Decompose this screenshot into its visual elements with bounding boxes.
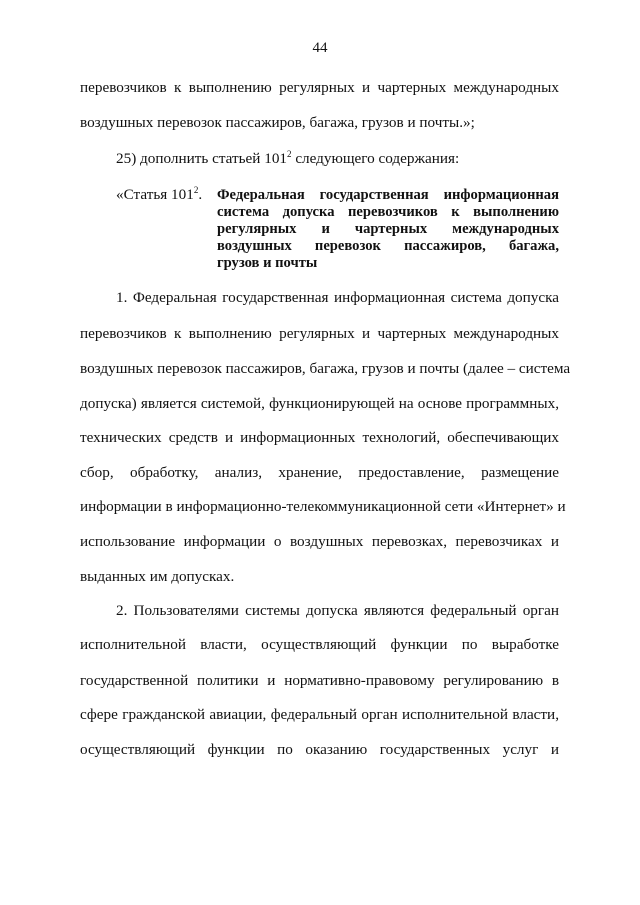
paragraph-line: сбор, обработку, анализ, хранение, предоставление, размещение (80, 464, 559, 481)
intro-line: воздушных перевозок пассажиров, багажа, грузов и почты.»; (80, 114, 475, 131)
paragraph-line: воздушных перевозок пассажиров, багажа, грузов и почты (далее – система (80, 360, 571, 377)
article-superscript: 2 (193, 185, 199, 195)
item-superscript: 2 (287, 149, 292, 159)
paragraph-line: технических средств и информационных технологий, обеспечивающих (80, 429, 559, 446)
item-text-before: дополнить статьей 101 (140, 150, 288, 167)
paragraph-line: государственной политики и нормативно-правовому регулированию в (80, 672, 559, 689)
amendment-item (116, 150, 459, 168)
article-title-line: воздушных перевозок пассажиров, багажа, (217, 238, 559, 254)
item-number: 25) (116, 150, 137, 167)
paragraph-line: осуществляющий функции по оказанию государственных услуг и (80, 741, 559, 758)
paragraph-line: информации в информационно-телекоммуникационной сети «Интернет» и (80, 498, 566, 515)
article-suffix: . (198, 186, 203, 203)
paragraph-line: перевозчиков к выполнению регулярных и чартерных международных (80, 325, 559, 342)
paragraph-line: выданных им допусках. (80, 568, 235, 585)
paragraph-line: сфере гражданской авиации, федеральный орган исполнительной власти, (80, 706, 559, 723)
article-title-line: система допуска перевозчиков к выполнению (217, 204, 559, 220)
article-title-line: Федеральная государственная информационная (217, 187, 559, 203)
article-prefix: «Статья 101 (116, 186, 194, 203)
paragraph-line: допуска) является системой, функционирующей на основе программных, (80, 395, 559, 412)
article-title-line: регулярных и чартерных международных (217, 221, 559, 237)
article-title-line: грузов и почты (217, 255, 318, 271)
paragraph-line: 1. Федеральная государственная информационная система допуска (116, 289, 559, 306)
paragraph-line: исполнительной власти, осуществляющий функции по выработке (80, 636, 559, 653)
paragraph-line: использование информации о воздушных перевозках, перевозчиках и (80, 533, 559, 550)
page-number: 44 (312, 40, 328, 56)
intro-line: перевозчиков к выполнению регулярных и чартерных международных (80, 79, 559, 96)
article-heading (116, 186, 202, 204)
paragraph-line: 2. Пользователями системы допуска являются федеральный орган (116, 602, 559, 619)
item-text-after: следующего содержания: (291, 150, 460, 167)
